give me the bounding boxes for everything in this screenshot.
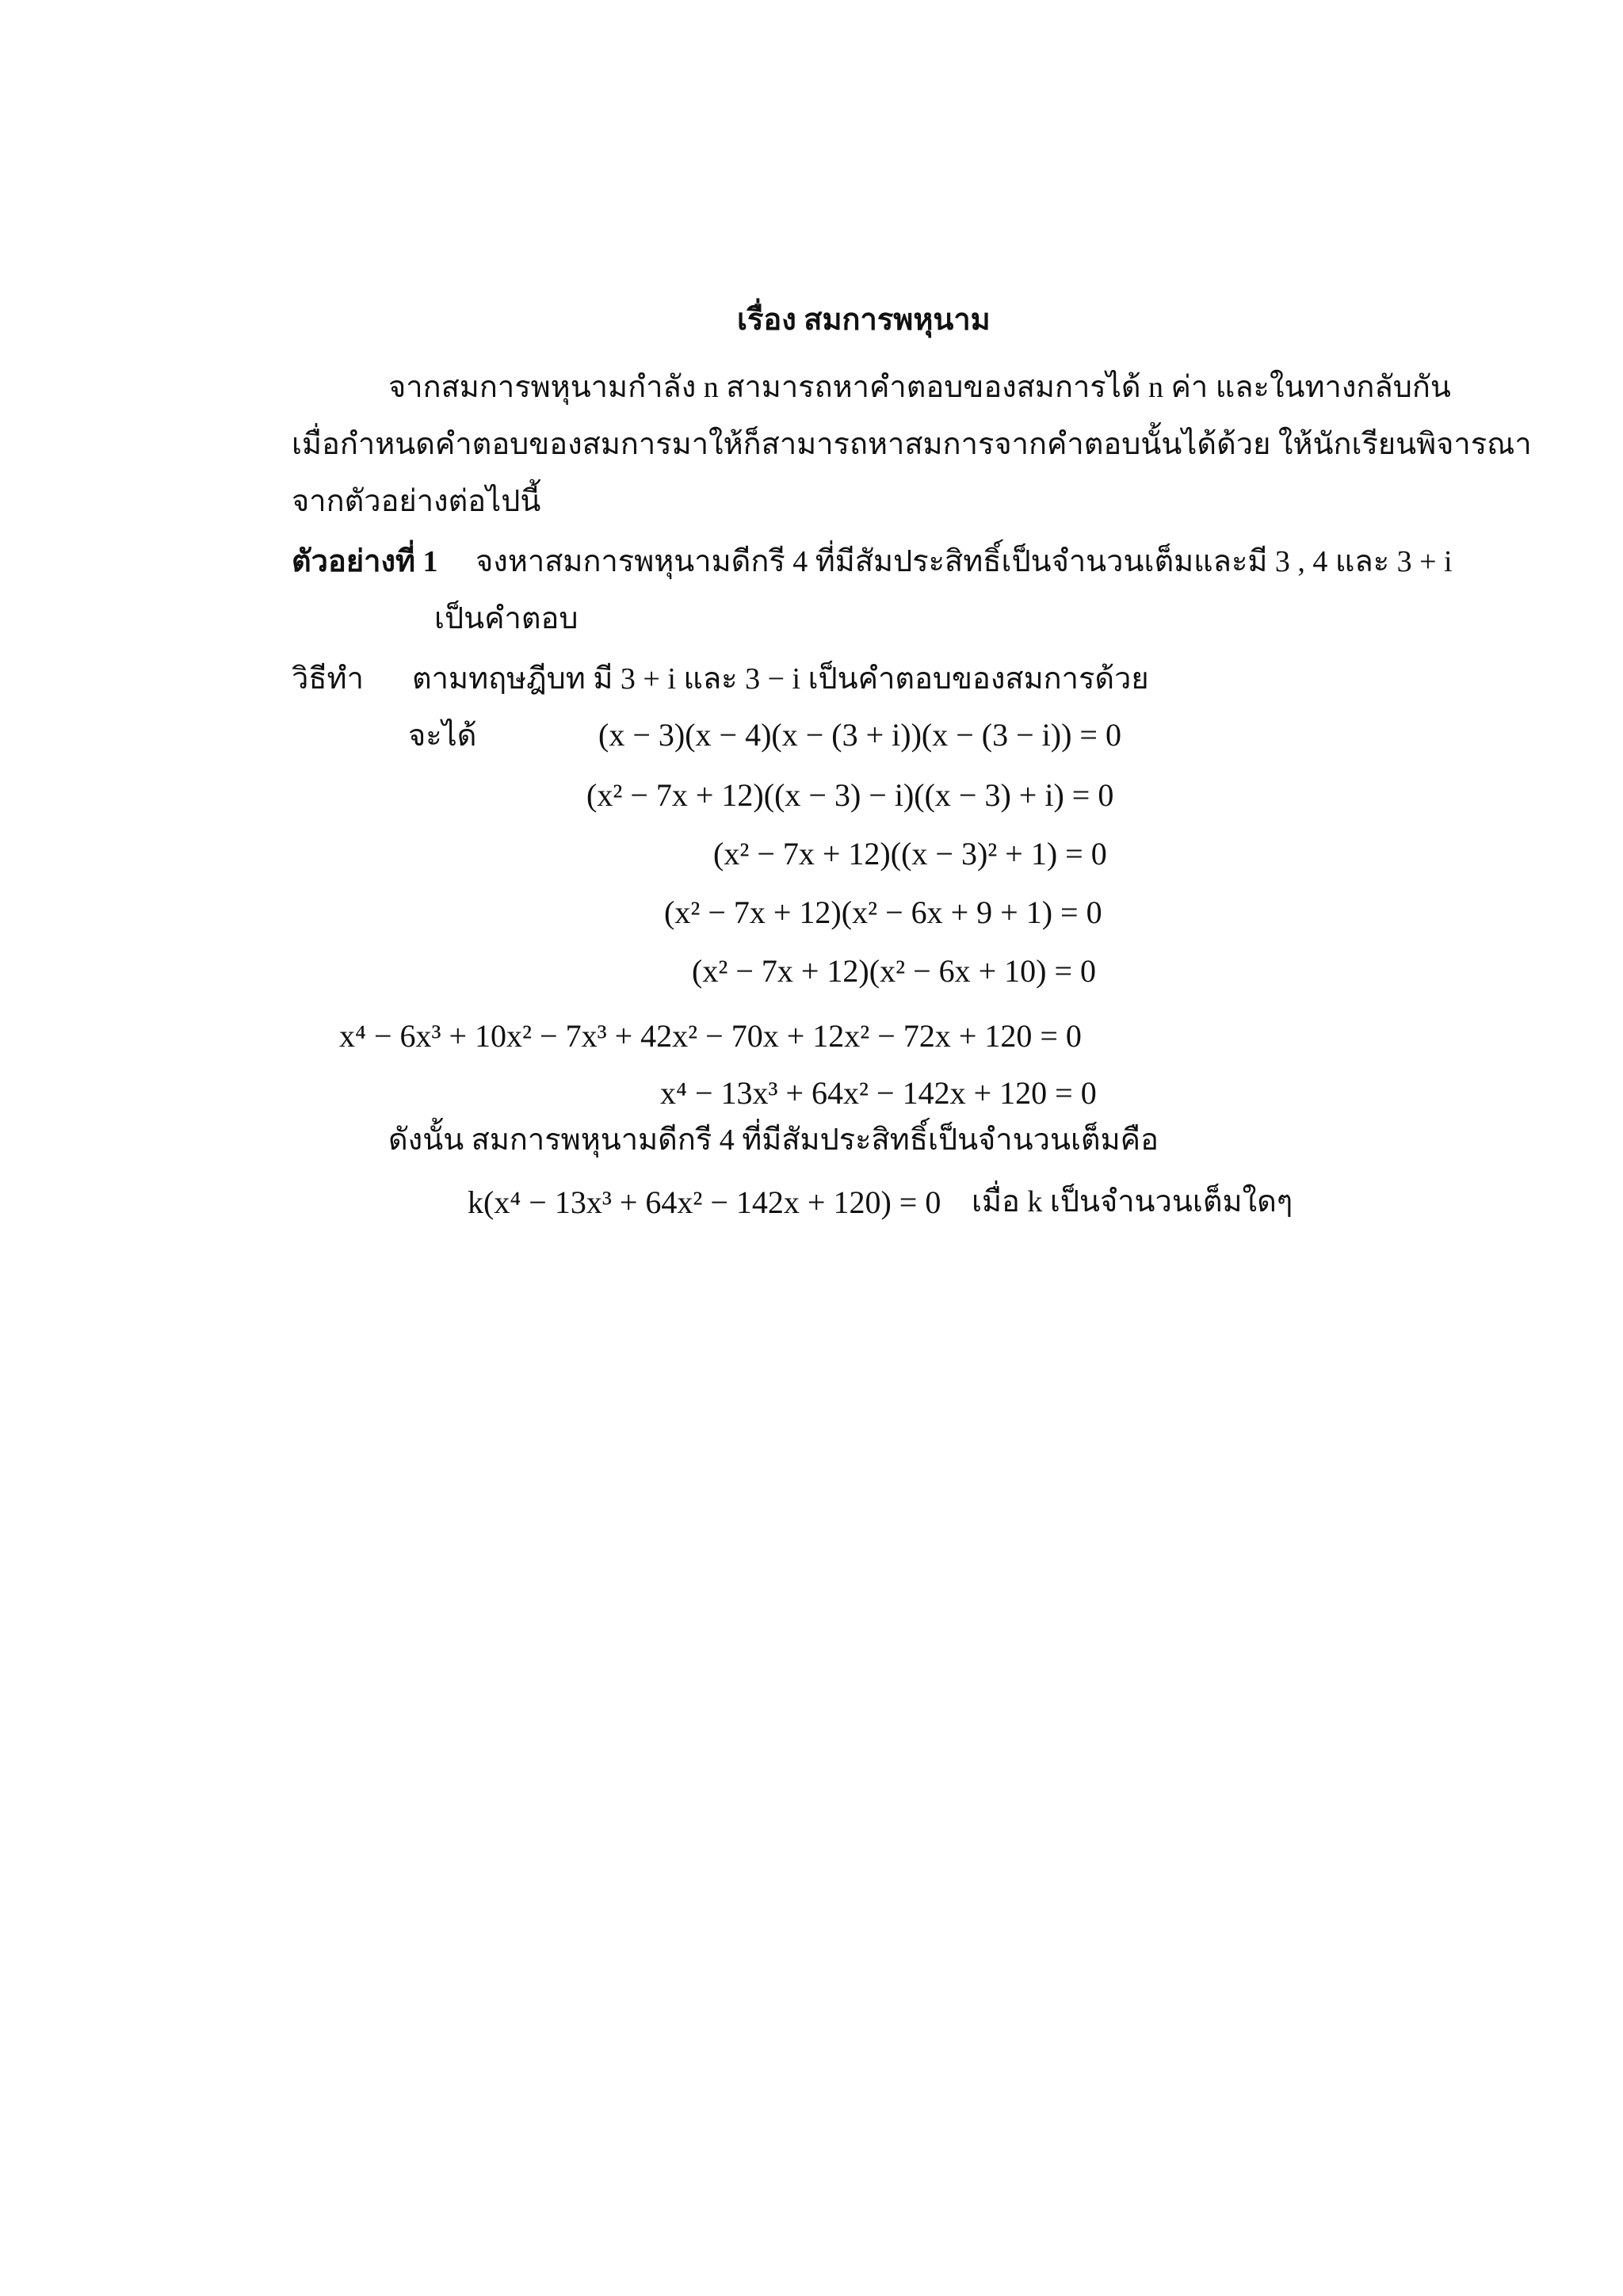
equation-2: (x² − 7x + 12)((x − 3) − i)((x − 3) + i) = 0 <box>586 777 1114 813</box>
get-label: จะได้ <box>408 719 477 753</box>
intro-line-1: จากสมการพหุนามกำลัง n สามารถหาคำตอบของสมการได้ n ค่า และในทางกลับกัน <box>388 371 1451 404</box>
page-title: เรื่อง สมการพหุนาม <box>737 303 991 337</box>
intro-line-3: จากตัวอย่างต่อไปนี้ <box>292 485 541 518</box>
final-equation: k(x⁴ − 13x³ + 64x² − 142x + 120) = 0 <box>468 1184 941 1220</box>
conclusion-text: ดังนั้น สมการพหุนามดีกรี 4 ที่มีสัมประสิทธิ์เป็นจำนวนเต็มคือ <box>388 1123 1159 1157</box>
example-label: ตัวอย่างที่ 1 <box>292 545 438 578</box>
equation-4: (x² − 7x + 12)(x² − 6x + 9 + 1) = 0 <box>664 894 1102 930</box>
intro-line-2: เมื่อกำหนดคำตอบของสมการมาให้ก็สามารถหาสมการจากคำตอบนั้นได้ด้วย ให้นักเรียนพิจารณา <box>292 428 1532 461</box>
equation-5: (x² − 7x + 12)(x² − 6x + 10) = 0 <box>692 953 1097 989</box>
equation-6: x⁴ − 6x³ + 10x² − 7x³ + 42x² − 70x + 12x² − 72x + 120 = 0 <box>339 1018 1082 1054</box>
final-suffix: เมื่อ k เป็นจำนวนเต็มใดๆ <box>972 1185 1293 1219</box>
example-text-cont: เป็นคำตอบ <box>434 602 579 635</box>
equation-1: (x − 3)(x − 4)(x − (3 + i))(x − (3 − i)) = 0 <box>598 717 1121 753</box>
solution-text: ตามทฤษฎีบท มี 3 + i และ 3 − i เป็นคำตอบของสมการด้วย <box>412 662 1149 696</box>
equation-3: (x² − 7x + 12)((x − 3)² + 1) = 0 <box>713 836 1107 871</box>
equation-7: x⁴ − 13x³ + 64x² − 142x + 120 = 0 <box>660 1075 1097 1111</box>
example-text: จงหาสมการพหุนามดีกรี 4 ที่มีสัมประสิทธิ์เป็นจำนวนเต็มและมี 3 , 4 และ 3 + i <box>475 545 1453 578</box>
solution-label: วิธีทำ <box>292 662 364 696</box>
